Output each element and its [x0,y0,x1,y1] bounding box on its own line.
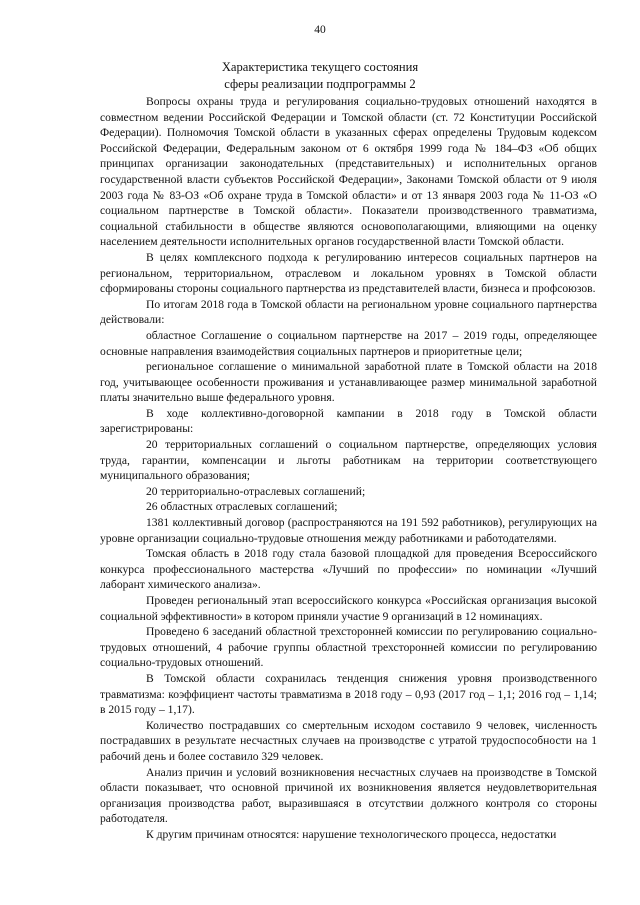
section-title-line-1: Характеристика текущего состояния [221,60,419,74]
paragraph: 20 территориально-отраслевых соглашений; [146,484,366,498]
page-number: 40 [314,24,326,36]
paragraph: региональное соглашение о минимальной заработной плате в Томской области на 2018 год, учитывающее особенности проживания и устанавливающее размер минимальной заработной платы значительно выше федерального уровня. [100,360,597,405]
paragraph: Количество пострадавших со смертельным исходом составило 9 человек, численность пострадавших в результате несчастных случаев на производстве с утратой трудоспособности на 1 рабочий день и более составило 329 человек. [100,718,597,763]
paragraph: В целях комплексного подхода к регулированию интересов социальных партнеров на региональном, территориальном, отраслевом и локальном уровнях в Томской области сформированы стороны социального партнерства из представителей власти, бизнеса и профсоюзов. [100,250,597,296]
paragraph: 20 территориальных соглашений о социальном партнерстве, определяющих условия труда, гарантии, компенсации и льготы работникам на территории соответствующего муниципального образования; [100,438,597,483]
paragraph: В Томской области сохранилась тенденция снижения уровня производственного травматизма: коэффициент частоты травматизма в 2018 году – 0,93 (2017 год – 1,1; 2016 год – 1,14; в 2015 году – 1,17). [100,671,597,717]
document-body [100,94,597,843]
paragraph: Вопросы охраны труда и регулирования социально-трудовых отношений находятся в совместном ведении Российской Федерации и Томской области (ст. 72 Конституции Российской Федерации). Полномочия Томской области в указанных сферах определены Трудовым кодексом Российской Федерации, Федеральным законом от 6 октября 1999 года № 184–ФЗ «Об общих принципах организации законодательных (представительных) и исполнительных органов государственной власти субъектов Российской Федерации», Законами Томской области от 9 июля 2003 года № 83-ОЗ «Об охране труда в Томской области» и от 13 января 2003 года № 11-ОЗ «О социальном партнерстве в Томской области». Показатели производственного травматизма, социальной стабильности в обществе являются основополагающими, влияющими на оценку населением деятельности исполнительных органов государственной власти Томской области. [100,95,597,249]
paragraph: В ходе коллективно-договорной кампании в 2018 году в Томской области зарегистрированы: [100,406,597,436]
paragraph: Проведен региональный этап всероссийского конкурса «Российская организация высокой социальной эффективности» в котором приняли участие 9 организаций в 12 номинациях. [100,594,597,623]
paragraph: 26 областных отраслевых соглашений; [146,500,338,514]
paragraph: Анализ причин и условий возникновения несчастных случаев на производстве в Томской области показывает, что основной причиной их возникновения является неудовлетворительная организация производства работ, выразившаяся в отсутствии должного контроля со стороны работодателя. [100,765,597,826]
paragraph: 1381 коллективный договор (распространяются на 191 592 работников), регулирующих на уровне организации социально-трудовые отношения между работниками и работодателями. [100,516,597,545]
paragraph: Томская область в 2018 году стала базовой площадкой для проведения Всероссийского конкурса профессионального мастерства «Лучший по профессии» по номинации «Лучший лаборант химического анализа». [100,547,597,592]
paragraph: По итогам 2018 года в Томской области на региональном уровне социального партнерства действовали: [100,297,597,327]
paragraph: областное Соглашение о социальном партнерстве на 2017 – 2019 годы, определяющее основные направления взаимодействия социальных партнеров и приоритетные цели; [100,328,597,358]
paragraph: Проведено 6 заседаний областной трехсторонней комиссии по регулированию социально-трудовых отношений, 4 рабочие группы областной трехсторонней комиссии по регулированию социально-трудовых отношений. [100,625,597,670]
section-title [0,59,640,92]
section-title-line-2: сферы реализации подпрограммы 2 [224,76,416,91]
paragraph: К другим причинам относятся: нарушение технологического процесса, недостатки [146,827,557,841]
